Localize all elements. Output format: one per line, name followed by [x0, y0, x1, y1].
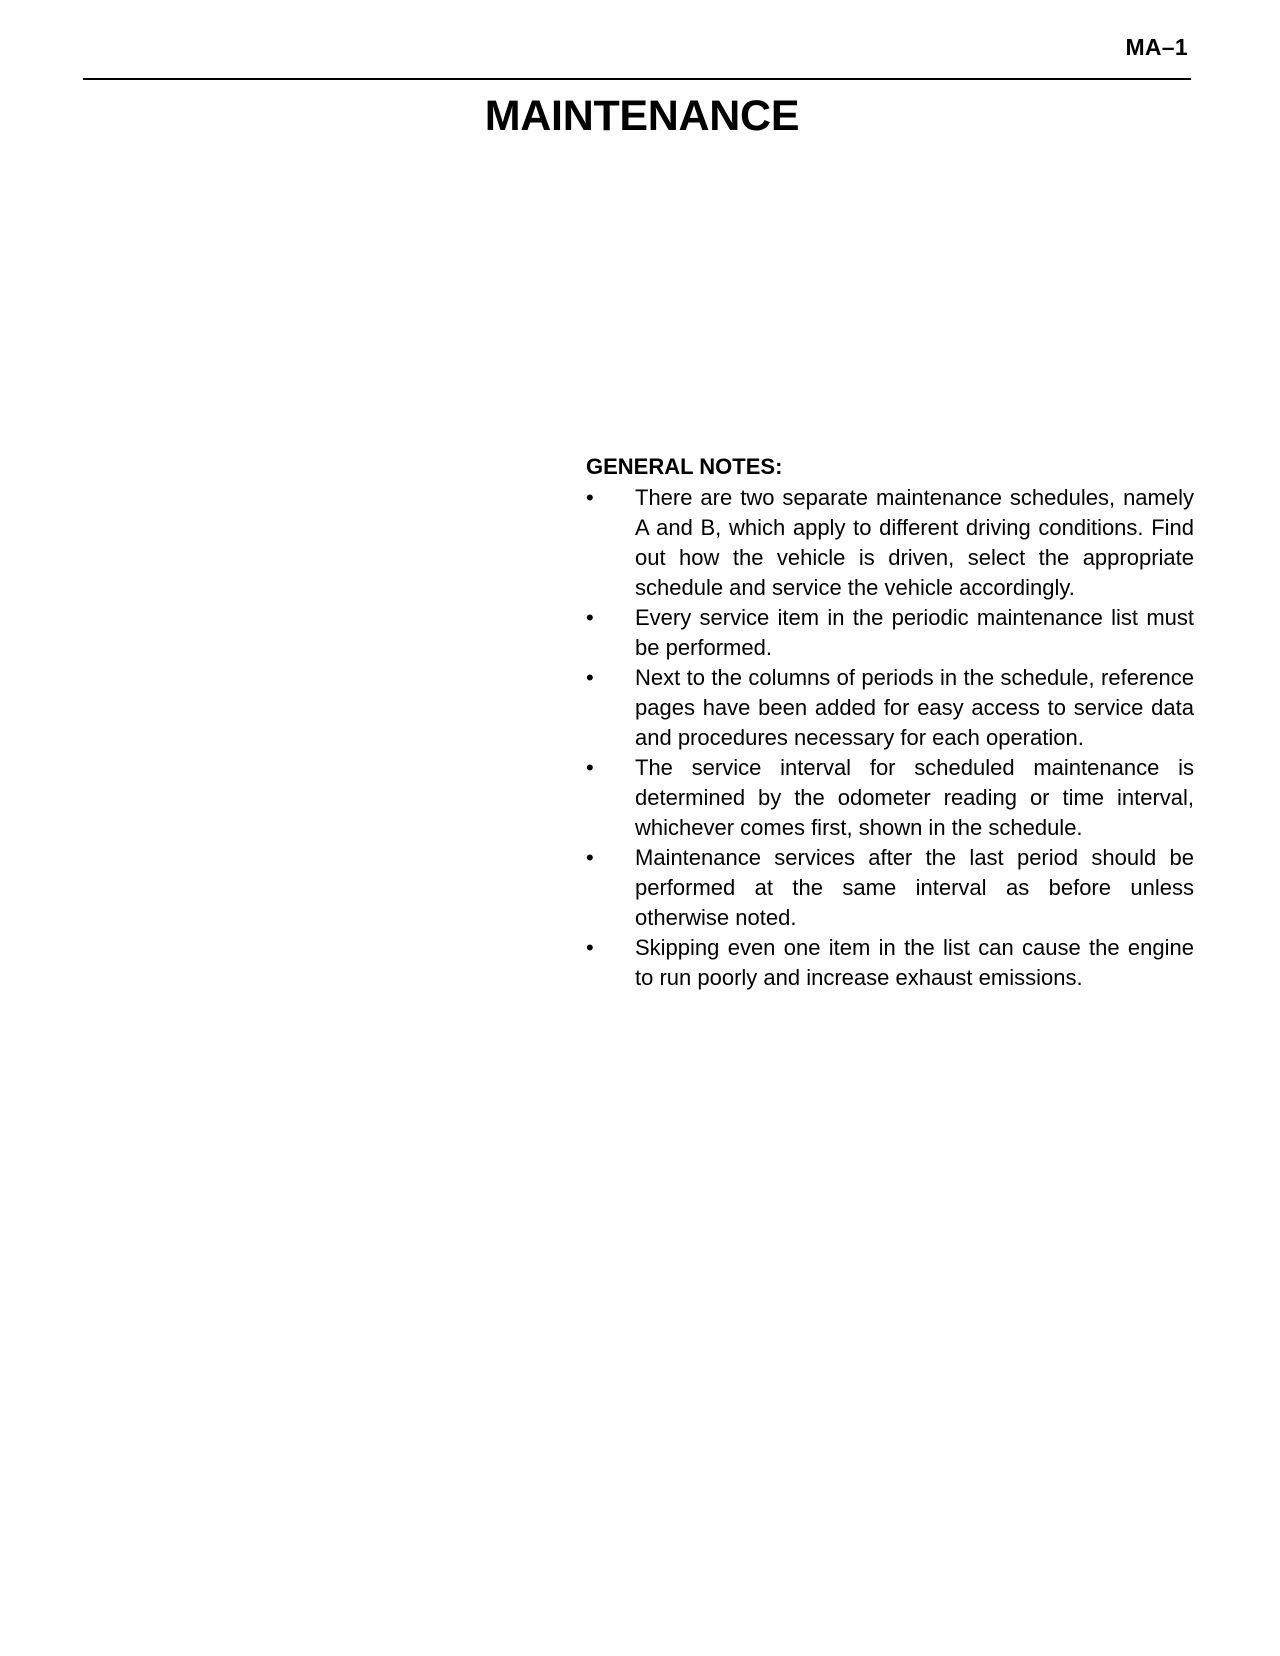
- note-item: [586, 483, 1194, 603]
- bullet-icon: •: [586, 485, 594, 510]
- note-text: Next to the columns of periods in the schedule, reference pages have been added for easy access to service data and procedures necessary for each operation.: [635, 665, 1194, 750]
- page-title: [0, 92, 1280, 141]
- general-notes-list: [586, 483, 1194, 993]
- note-text: Skipping even one item in the list can cause the engine to run poorly and increase exhaust emissions.: [635, 935, 1194, 990]
- note-text: The service interval for scheduled maintenance is determined by the odometer reading or time interval, whichever comes first, shown in the schedule.: [635, 755, 1194, 840]
- note-text: Maintenance services after the last period should be performed at the same interval as before unless otherwise noted.: [635, 845, 1194, 930]
- page-number: MA–1: [1125, 34, 1188, 60]
- page-title-text: MAINTENANCE: [484, 92, 800, 140]
- bullet-icon: •: [586, 665, 594, 690]
- bullet-icon: •: [586, 845, 594, 870]
- bullet-icon: •: [586, 935, 594, 960]
- bullet-icon: •: [586, 755, 594, 780]
- note-item: [586, 843, 1194, 933]
- bullet-icon: •: [586, 605, 594, 630]
- note-item: [586, 753, 1194, 843]
- note-item: [586, 933, 1194, 993]
- header-rule: [83, 78, 1191, 80]
- note-item: [586, 603, 1194, 663]
- note-item: [586, 663, 1194, 753]
- note-text: There are two separate maintenance schedules, namely A and B, which apply to different driving conditions. Find out how the vehicle is driven, select the appropriate schedule and service the vehicle accordingly.: [635, 485, 1194, 600]
- note-text: Every service item in the periodic maintenance list must be performed.: [635, 605, 1194, 660]
- general-notes-heading: GENERAL NOTES:: [586, 454, 783, 479]
- general-notes-section: [586, 452, 1194, 993]
